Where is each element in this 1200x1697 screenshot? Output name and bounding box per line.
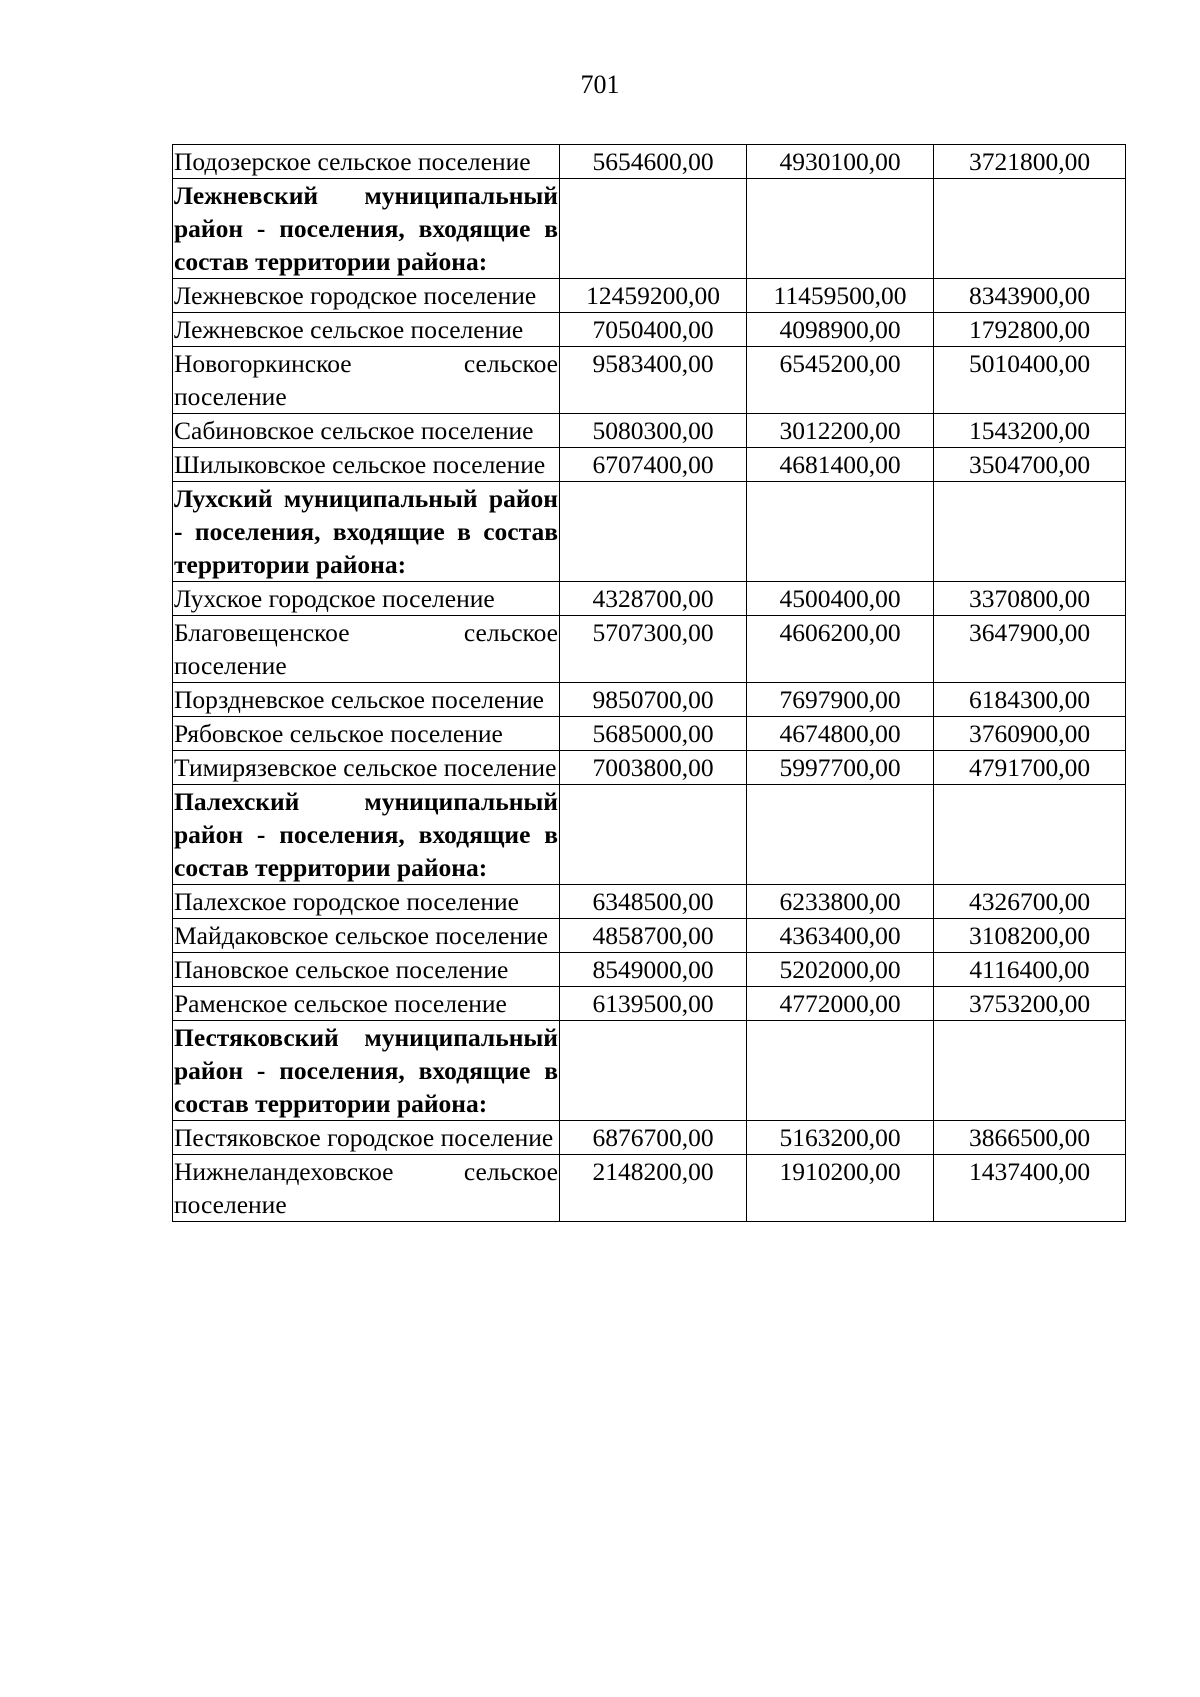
- amount-cell-1: 6348500,00: [560, 885, 747, 919]
- settlement-name-cell: Подозерское сельское поселение: [173, 145, 560, 179]
- amount-cell-3: 5010400,00: [934, 347, 1126, 414]
- amount-cell-2: 6545200,00: [747, 347, 934, 414]
- amount-cell-1: 5707300,00: [560, 616, 747, 683]
- settlement-name-cell: Благовещенское сельское поселение: [173, 616, 560, 683]
- settlement-name-cell: Шилыковское сельское поселение: [173, 448, 560, 482]
- amount-cell-1: 12459200,00: [560, 279, 747, 313]
- table-row: [173, 987, 1126, 1021]
- amount-cell-3: [934, 482, 1126, 582]
- amount-cell-2: 5163200,00: [747, 1121, 934, 1155]
- amount-cell-3: 4326700,00: [934, 885, 1126, 919]
- amount-cell-2: 4500400,00: [747, 582, 934, 616]
- district-name-cell: Лежневский муниципальный район - поселения, входящие в состав территории района:: [173, 179, 560, 279]
- table-row: [173, 683, 1126, 717]
- amount-cell-3: 3721800,00: [934, 145, 1126, 179]
- amount-cell-2: 11459500,00: [747, 279, 934, 313]
- amount-cell-2: 4606200,00: [747, 616, 934, 683]
- amount-cell-3: 6184300,00: [934, 683, 1126, 717]
- amount-cell-2: 7697900,00: [747, 683, 934, 717]
- table-row: [173, 145, 1126, 179]
- amount-cell-1: 7050400,00: [560, 313, 747, 347]
- amount-cell-2: 4930100,00: [747, 145, 934, 179]
- district-name-cell: Лухский муниципальный район - поселения, входящие в состав территории района:: [173, 482, 560, 582]
- settlement-name-cell: Тимирязевское сельское поселение: [173, 751, 560, 785]
- table-row: [173, 885, 1126, 919]
- amount-cell-2: 1910200,00: [747, 1155, 934, 1222]
- settlement-name-cell: Рябовское сельское поселение: [173, 717, 560, 751]
- amount-cell-1: [560, 785, 747, 885]
- amount-cell-3: 3108200,00: [934, 919, 1126, 953]
- amount-cell-2: 4098900,00: [747, 313, 934, 347]
- amount-cell-1: 2148200,00: [560, 1155, 747, 1222]
- amount-cell-2: [747, 179, 934, 279]
- amount-cell-1: 5654600,00: [560, 145, 747, 179]
- table-row: [173, 582, 1126, 616]
- district-header-row: [173, 179, 1126, 279]
- amount-cell-3: 3753200,00: [934, 987, 1126, 1021]
- amount-cell-3: 1437400,00: [934, 1155, 1126, 1222]
- amount-cell-1: 6707400,00: [560, 448, 747, 482]
- table-row: [173, 919, 1126, 953]
- amount-cell-3: 4116400,00: [934, 953, 1126, 987]
- table-row: [173, 414, 1126, 448]
- table-row: [173, 751, 1126, 785]
- amount-cell-3: 1792800,00: [934, 313, 1126, 347]
- amount-cell-3: 3866500,00: [934, 1121, 1126, 1155]
- amount-cell-1: 8549000,00: [560, 953, 747, 987]
- settlement-name-cell: Нижнеландеховское сельское поселение: [173, 1155, 560, 1222]
- table-row: [173, 313, 1126, 347]
- settlement-name-cell: Порздневское сельское поселение: [173, 683, 560, 717]
- amount-cell-3: 3504700,00: [934, 448, 1126, 482]
- district-name-cell: Палехский муниципальный район - поселения, входящие в состав территории района:: [173, 785, 560, 885]
- settlement-name-cell: Лухское городское поселение: [173, 582, 560, 616]
- district-header-row: [173, 482, 1126, 582]
- amount-cell-3: [934, 1021, 1126, 1121]
- amount-cell-2: 5202000,00: [747, 953, 934, 987]
- amount-cell-2: 6233800,00: [747, 885, 934, 919]
- settlement-name-cell: Пестяковское городское поселение: [173, 1121, 560, 1155]
- table-row: [173, 616, 1126, 683]
- amount-cell-1: 6139500,00: [560, 987, 747, 1021]
- amount-cell-2: 3012200,00: [747, 414, 934, 448]
- amount-cell-2: 5997700,00: [747, 751, 934, 785]
- amount-cell-1: 4328700,00: [560, 582, 747, 616]
- table-body: [173, 145, 1126, 1222]
- amount-cell-1: [560, 482, 747, 582]
- amount-cell-3: 3647900,00: [934, 616, 1126, 683]
- amount-cell-3: 8343900,00: [934, 279, 1126, 313]
- amount-cell-2: [747, 482, 934, 582]
- amount-cell-1: 9583400,00: [560, 347, 747, 414]
- amount-cell-3: [934, 179, 1126, 279]
- table-row: [173, 279, 1126, 313]
- budget-table: [172, 144, 1126, 1222]
- amount-cell-3: [934, 785, 1126, 885]
- amount-cell-3: 3370800,00: [934, 582, 1126, 616]
- amount-cell-1: 6876700,00: [560, 1121, 747, 1155]
- amount-cell-2: 4681400,00: [747, 448, 934, 482]
- amount-cell-1: 4858700,00: [560, 919, 747, 953]
- amount-cell-2: [747, 785, 934, 885]
- settlement-name-cell: Новогоркинское сельское поселение: [173, 347, 560, 414]
- table-row: [173, 717, 1126, 751]
- amount-cell-1: [560, 179, 747, 279]
- amount-cell-2: 4674800,00: [747, 717, 934, 751]
- settlement-name-cell: Пановское сельское поселение: [173, 953, 560, 987]
- amount-cell-3: 3760900,00: [934, 717, 1126, 751]
- amount-cell-1: [560, 1021, 747, 1121]
- amount-cell-1: 7003800,00: [560, 751, 747, 785]
- settlement-name-cell: Лежневское городское поселение: [173, 279, 560, 313]
- settlement-name-cell: Сабиновское сельское поселение: [173, 414, 560, 448]
- amount-cell-2: 4363400,00: [747, 919, 934, 953]
- table-row: [173, 953, 1126, 987]
- amount-cell-3: 1543200,00: [934, 414, 1126, 448]
- amount-cell-2: 4772000,00: [747, 987, 934, 1021]
- settlement-name-cell: Майдаковское сельское поселение: [173, 919, 560, 953]
- district-header-row: [173, 785, 1126, 885]
- table-row: [173, 1121, 1126, 1155]
- amount-cell-2: [747, 1021, 934, 1121]
- amount-cell-3: 4791700,00: [934, 751, 1126, 785]
- page-number: 701: [580, 70, 620, 99]
- settlement-name-cell: Палехское городское поселение: [173, 885, 560, 919]
- settlement-name-cell: Раменское сельское поселение: [173, 987, 560, 1021]
- table-row: [173, 347, 1126, 414]
- district-header-row: [173, 1021, 1126, 1121]
- amount-cell-1: 5080300,00: [560, 414, 747, 448]
- table-row: [173, 448, 1126, 482]
- amount-cell-1: 9850700,00: [560, 683, 747, 717]
- district-name-cell: Пестяковский муниципальный район - поселения, входящие в состав территории района:: [173, 1021, 560, 1121]
- table-row: [173, 1155, 1126, 1222]
- settlement-name-cell: Лежневское сельское поселение: [173, 313, 560, 347]
- amount-cell-1: 5685000,00: [560, 717, 747, 751]
